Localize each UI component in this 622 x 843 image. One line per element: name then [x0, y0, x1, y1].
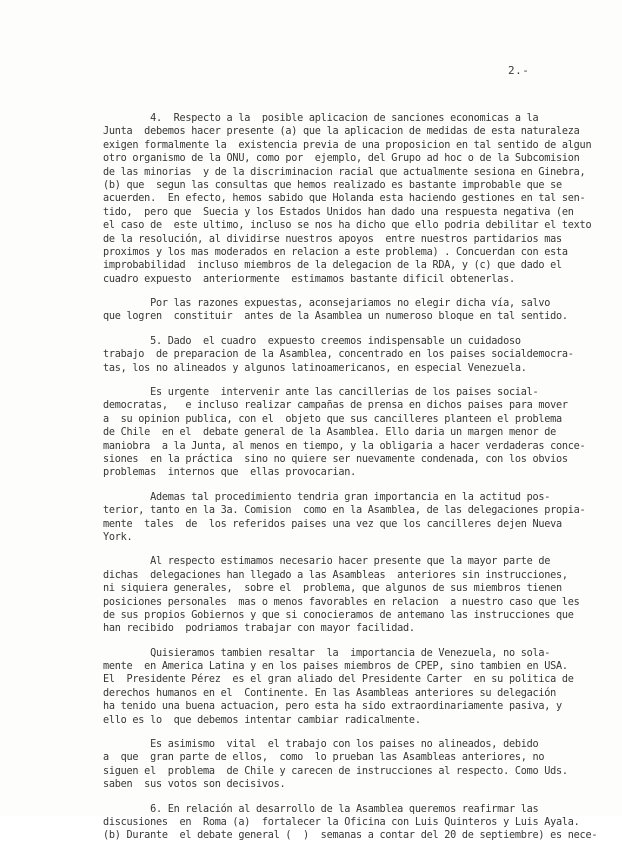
paragraph-procedure	[103, 491, 603, 545]
text-line: El Presidente Pérez es el gran aliado del Presidente Carter en su politica de	[103, 674, 574, 686]
text-line: cuadro expuesto anteriormente estimamos bastante dificil obtenerlas.	[103, 273, 515, 285]
text-line: a su opinion publica, con el objeto que sus cancilleres planteen el problema	[103, 413, 562, 425]
text-line: Al respecto estimamos necesario hacer presente que la mayor parte de	[103, 556, 551, 568]
text-line: proximos y los mas moderados en relacion a este problema) . Concuerdan con esta	[103, 246, 568, 258]
paragraph-non-aligned	[103, 738, 603, 792]
text-line: de sus propios Gobiernos y que si conocieramos de antemano las instrucciones que	[103, 609, 574, 621]
text-line: dichas delegaciones han llegado a las Asambleas anteriores sin instrucciones,	[103, 569, 568, 581]
paragraph-gap	[103, 792, 603, 803]
text-line: discusiones en Roma (a) fortalecer la Oficina con Luis Quinteros y Luis Ayala.	[103, 816, 580, 828]
text-line: siguen el problema de Chile y carecen de instrucciones al respecto. Como Uds.	[103, 765, 568, 777]
text-line: terior, tanto en la 3a. Comision como en la Asamblea, de las delegaciones propia-	[103, 505, 586, 517]
text-line: ello es lo que debemos intentar cambiar radicalmente.	[103, 714, 421, 726]
text-line: 5. Dado el cuadro expuesto creemos indispensable un cuidadoso	[103, 335, 521, 347]
text-line: que logren constituir antes de la Asamblea un numeroso bloque en tal sentido.	[103, 311, 568, 323]
text-line: Es urgente intervenir ante las cancillerias de los paises social-	[103, 387, 539, 399]
text-line: acuerden. En efecto, hemos sabido que Holanda esta haciendo gestiones en tal sen-	[103, 193, 586, 205]
text-line: tas, los no alineados y algunos latinoamericanos, en especial Venezuela.	[103, 362, 527, 374]
paragraph-gap	[103, 480, 603, 491]
paragraph-gap	[103, 727, 603, 738]
text-line: maniobra a la Junta, al menos en tiempo, y la obligaria a hacer verdaderas conce-	[103, 440, 586, 452]
text-line: mente en America Latina y en los paises miembros de CPEP, sino tambien en USA.	[103, 661, 568, 673]
text-line: 4. Respecto a la posible aplicacion de sanciones economicas a la	[103, 113, 539, 124]
text-line: democratas, e incluso realizar campañas de prensa en dichos paises para mover	[103, 400, 568, 412]
text-line: a que gran parte de ellos, como lo prueban las Asambleas anteriores, no	[103, 752, 545, 764]
text-line: trabajo de preparacion de la Asamblea, concentrado en los paises socialdemocra-	[103, 349, 574, 361]
paragraph-venezuela	[103, 647, 603, 727]
paragraph-5-preparation	[103, 335, 603, 375]
text-line: problemas internos que ellas provocarian.	[103, 467, 356, 479]
text-line: Por las razones expuestas, aconsejariamos no elegir dicha vía, salvo	[103, 298, 551, 310]
text-line: el caso de este ultimo, incluso se nos ha dicho que ello podria debilitar el texto	[103, 220, 592, 232]
text-line: improbabilidad incluso miembros de la delegacion de la RDA, y (c) que dado el	[103, 260, 562, 272]
text-line: posiciones personales mas o menos favorables en relacion a nuestro caso que les	[103, 596, 580, 608]
text-line: de Chile en el debate general de la Asamblea. Ello daria un margen menor de	[103, 427, 557, 439]
text-line: siones en la práctica sino no quiere ser nuevamente condenada, con los obvios	[103, 453, 568, 465]
text-line: derechos humanos en el Continente. En las Asambleas anteriores su delegación	[103, 687, 557, 699]
text-line: ha tenido una buena actuacion, pero esta ha sido extraordinariamente pasiva, y	[103, 701, 562, 713]
text-line: tido, pero que Suecia y los Estados Unidos han dado una respuesta negativa (en	[103, 206, 574, 218]
page-number: 2.-	[508, 64, 530, 77]
text-line: (b) Durante el debate general ( ) semanas a contar del 20 de septiembre) es nece-	[103, 830, 598, 842]
paragraph-reasons	[103, 297, 603, 324]
paragraph-6-assembly	[103, 803, 603, 843]
text-line: Junta debemos hacer presente (a) que la aplicacion de medidas de esta naturaleza	[103, 126, 580, 138]
text-line: Quisieramos tambien resaltar la importancia de Venezuela, no sola-	[103, 647, 551, 659]
paragraph-gap	[103, 544, 603, 555]
text-line: exigen formalmente la existencia previa de una proposicion en tal sentido de algun	[103, 139, 592, 151]
text-line: de las minorias y de la discriminacion racial que actualmente sesiona en Ginebra,	[103, 166, 586, 178]
paragraph-urgent	[103, 386, 603, 480]
paragraph-gap	[103, 636, 603, 647]
text-line: York.	[103, 531, 133, 543]
text-line: 6. En relación al desarrollo de la Asamblea queremos reafirmar las	[103, 803, 539, 815]
paragraph-delegations	[103, 555, 603, 635]
document-body	[103, 112, 603, 843]
text-line: ni siquiera generales, sobre el problema, que algunos de sus miembros tienen	[103, 583, 562, 595]
text-line: saben sus votos son decisivos.	[103, 779, 286, 791]
text-line: Es asimismo vital el trabajo con los paises no alineados, debido	[103, 739, 539, 751]
paragraph-gap	[103, 375, 603, 386]
paragraph-gap	[103, 324, 603, 335]
text-line: otro organismo de la ONU, como por ejemplo, del Grupo ad hoc o de la Subcomision	[103, 153, 580, 165]
text-line: (b) que segun las consultas que hemos realizado es bastante improbable que se	[103, 179, 562, 191]
paragraph-4-sanctions	[103, 112, 603, 286]
text-line: de la resolución, al dividirse nuestros apoyos entre nuestros partidarios mas	[103, 233, 562, 245]
text-line: mente tales de los referidos paises una vez que los cancilleres dejen Nueva	[103, 518, 562, 530]
text-line: han recibido podriamos trabajar con mayor facilidad.	[103, 623, 415, 635]
paragraph-gap	[103, 286, 603, 297]
text-line: Ademas tal procedimiento tendria gran importancia en la actitud pos-	[103, 491, 551, 503]
